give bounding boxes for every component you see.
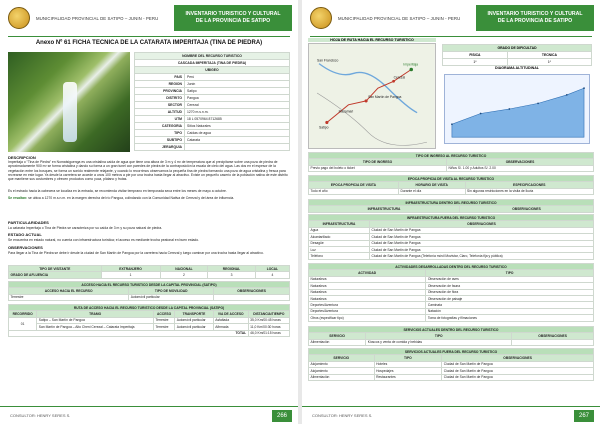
page-footer [302,406,600,424]
access-header: TIPO DE MOVILIDAD [129,288,214,294]
place-dot [392,80,395,83]
route-cell: 11,0 Km/00:30 horas [248,324,289,330]
service-header: TIPO [366,333,512,339]
waterfall-photo [8,52,130,152]
infra-outside-table [308,214,594,260]
services-outside-band: SERVICIOS ACTUALES FUERA DEL RECURSO TURISTICO [309,349,594,355]
municipality-logo [310,7,332,29]
activity-cell: Naturaleza [309,276,426,282]
schedule-header: HORARIO DE VISITA [398,182,465,188]
activity-cell: Naturaleza [309,295,426,301]
altitude-point [451,123,453,125]
left-page [0,0,298,424]
map-title: HOJA DE RUTA HACIA EL RECURSO TURISTICO [308,38,436,42]
route-header: VIA DE ACCESO [213,311,248,317]
chart-title: DIAGRAMA ALTITUDINAL [495,66,539,70]
visitor-table [8,265,290,279]
info-value: Junín [185,81,290,88]
project-title-line2: DE LA PROVINCIA DE SATIPO [497,18,573,24]
difficulty-physical: 1º [443,59,508,66]
highlight-paragraph [8,196,290,200]
info-key: JERARQUIA [135,144,185,151]
entry-type: Previo pago del boleto o ticket [309,165,447,171]
municipality-name: MUNICIPALIDAD PROVINCIAL DE SATIPO – JUNIN - PERU [36,15,159,21]
altitude-area [452,88,584,137]
info-key: CATEGORIA [135,123,185,130]
info-key: UTM [135,116,185,123]
infra-outside-band: INFRAESTRUCTURA FUERA DEL RECURSO TURISTICO [309,215,594,221]
consultant-text: CONSULTOR: HENRY SERES S. [312,413,373,418]
info-key: ALTITUD [135,109,185,116]
route-band: RUTA DE ACCESO HACIA EL RECURSO TURISTICO DESDE LA CAPITAL PROVINCIAL (SATIPO) [9,305,290,311]
grade-value: 4 [255,272,289,278]
info-key: PROVINCIA [135,88,185,95]
page-header [302,0,600,36]
info-key: REGION [135,81,185,88]
route-number: 01 [9,317,37,330]
info-row [135,81,290,88]
access-header: OBSERVACIONES [214,288,290,294]
access-cell [214,294,290,300]
info-value: Satipo [185,88,290,95]
season-header: EPOCA PROPICIA DE VISITA [309,182,399,188]
resource-name: CASCADA IMPERITAJA (TINA DE PIEDRA) [135,60,290,67]
route-header: RECORRIDO [9,311,37,317]
municipality-logo [8,7,30,29]
name-header: NOMBRE DEL RECURSO TURISTICO [135,53,290,60]
season-value: Todo el año [309,188,399,194]
info-row [135,102,290,109]
entry-type-header: TIPO DE INGRESO [309,159,447,165]
resource-info-table [134,52,290,151]
route-map [308,43,436,149]
infra-inside-obs-header: OBSERVACIONES [460,206,594,212]
info-row [135,95,290,102]
info-row [135,137,290,144]
state-title: ESTADO ACTUAL [8,232,42,237]
service-cell: Hoteles [374,361,442,367]
route-cell: Satipo – San Martín de Pangoa [37,317,154,323]
project-title [476,5,594,31]
service-cell: Alojamiento [309,368,375,374]
info-row [135,130,290,137]
route-cell: Afirmada [213,324,248,330]
difficulty-physical-header: FISICA [443,52,508,59]
service-cell: Kioscos y venta de comida y bebidas [366,339,512,345]
map-label: Imperitaja [403,62,419,67]
place-dot [325,121,328,124]
observations-title: OBSERVACIONES [8,245,43,250]
route-cell: Terrestre [154,317,175,323]
description-text: Imperitaja o "Tina de Piedra" en Nomatsiguenga es una cristalina caída de agua que tiene una altura de 3 m y 4 m² de temperatura que al precipitarse sobre una poza de piedra de aproximadamente 900 m³ se forma cristalina y dando su forma a un gran tunel con paredes de piedra de la contraposición la escala de cielo del agua. Las dos en el espesor de la vegetación entre los bosques, se forma un sonido realmente relajante, y cuando lo recorrimos observamos la pequeña tina de piedra formando una poza de agua cristalina y fresca para recrearse en este lugar. Ya desde la carretera se accede a unos 100 metros a pie por una trocha hasta llegar al atractivo. Existe un pequeño caserío de la población nativa de este distrito que mantiene sus costumbres y ofrecen productos como yuca, plátano y frutas. [8,160,288,181]
season-table [308,175,594,195]
route-header: TRAMO [37,311,154,317]
activity-cell: Naturaleza [309,283,426,289]
project-title-line2: DE LA PROVINCIA DE SATIPO [195,18,271,24]
specs-header: ESPECIFICACIONES [465,182,593,188]
grade-value: 1 [101,272,160,278]
observations-text: Para llegar a la Tina de Piedra se debe ir desde la ciudad de San Martín de Pangoa por la carretera hacia Cerezal y luego caminar por una trocha hasta llegar al atractivo. [8,251,264,255]
header-divider [8,36,290,37]
route-cell: 35,0 Km/00:45 horas [248,317,289,323]
route-total: 46,0 Km/01:15 horas [248,330,289,336]
service-cell: Alojamiento [309,361,375,367]
visitor-header: NACIONAL [160,266,208,272]
access-band: ACCESO HACIA EL RECURSO TURISTICO DESDE LA CAPITAL PROVINCIAL (SATIPO) [9,282,290,288]
infra-cell: Ciudad de San Martín de Pangoa (Telefonía móvil Movistar, Claro, Telefonía fija y pública) [369,253,593,259]
service-header: OBSERVACIONES [442,355,594,361]
place-dot [409,68,413,72]
infra-cell: Teléfono [309,253,370,259]
highlight-text: se ubica a 1270 m.s.n.m. en la margen derecha del río Pangoa, colindando con la Comunidad Nativa de Cerezal y del área de influencia. [28,196,235,200]
info-row [135,123,290,130]
info-key: DISTRITO [135,95,185,102]
infra-cell: Luz [309,246,370,252]
entry-band: TIPO DE INGRESO AL RECURSO TURISTICO [309,153,594,159]
activity-cell: Deportes/Aventura [309,308,426,314]
activity-cell: Observación de paisaje [426,295,594,301]
altitude-point [583,87,585,89]
map-label: Satipo [319,125,329,130]
activity-cell: Caminata [426,302,594,308]
service-header: OBSERVACIONES [512,333,594,339]
infra-cell: Desagüe [309,240,370,246]
info-value: Perú [185,74,290,81]
services-inside-band: SERVICIOS ACTUALES DENTRO DEL RECURSO TURISTICO [309,327,594,333]
info-value: Pangoa [185,95,290,102]
activity-cell: Observación de flora [426,289,594,295]
map-label: San Martín de Pangoa [368,94,402,99]
difficulty-technical: 1º [507,59,591,66]
map-label: San Francisco [317,58,339,63]
entry-obs-header: OBSERVACIONES [447,159,594,165]
activity-header: ACTIVIDAD [309,270,426,276]
service-cell: Ciudad de San Martín de Pangoa [442,361,594,367]
right-page [302,0,600,424]
info-value: 1270 m.s.n.m. [185,109,290,116]
route-header: TRANSPORTE [175,311,214,317]
access-cell: Automóvil particular [129,294,214,300]
service-cell: Ciudad de San Martín de Pangoa [442,368,594,374]
map-label: Cerezal [393,75,406,80]
header-divider [310,36,592,37]
season-band: EPOCA PROPICIA DE VISITA AL RECURSO TURISTICO [309,176,594,182]
entry-table [308,152,594,172]
activity-cell: Natación [426,308,594,314]
grade-label: GRADO DE AFLUENCIA [9,272,102,278]
difficulty-title: GRADO DE DIFICULTAD [443,45,592,52]
service-cell: Ciudad de San Martín de Pangoa [442,374,594,380]
infra-inside-table [308,199,594,213]
activity-cell: Toma de fotografías y filmaciones [426,315,594,321]
infra-cell: Alcantarillado [309,234,370,240]
page-footer [0,406,298,424]
infra-outside-obs-header: OBSERVACIONES [369,221,593,227]
info-value: Cerezal [185,102,290,109]
route-header: DISTANCIA/TIEMPO [248,311,289,317]
access-note: Es el estrado hacia la cabecera se localiza en la entrada, se recomienda visitar temprano en temporada seca entre los meses de mayo a octubre. [8,189,227,193]
route-total-label: TOTAL [9,330,249,336]
consultant-text: CONSULTOR: HENRY SERES S. [10,413,71,418]
service-cell: Alimentación [309,339,366,345]
info-key: TIPO [135,130,185,137]
activities-table [308,263,594,322]
access-table [8,281,290,301]
route-cell: San Martín de Pangoa – Alto Cheni Cerezal – Catarata Imperitaja [37,324,154,330]
route-cell: Terrestre [154,324,175,330]
visitor-header: REGIONAL [208,266,256,272]
activities-band: ACTIVIDADES DESARROLLADAS DENTRO DEL RECURSO TURISTICO [309,264,594,270]
service-cell: Restaurantes [374,374,442,380]
activity-cell: Naturaleza [309,289,426,295]
activity-cell: Otros (especificar tipo) [309,315,426,321]
map-label: Mazamari [338,109,354,114]
info-key: SUBTIPO [135,137,185,144]
access-cell: Terrestre [9,294,129,300]
info-value: Catarata [185,137,290,144]
route-cell: Automóvil particular [175,324,214,330]
difficulty-technical-header: TECNICA [507,52,591,59]
page-title: Anexo Nº 61 FICHA TECNICA DE LA CATARATA IMPERITAJA (TINA DE PIEDRA) [35,40,263,46]
specs-value: Sin algunas restricciones en la visita de lluvia [465,188,593,194]
highlight-label: Se resaltan: [8,196,28,200]
info-row [135,116,290,123]
visitor-header: LOCAL [255,266,289,272]
route-cell: Asfaltada [213,317,248,323]
infra-cell: Ciudad de San Martín de Pangoa [369,234,593,240]
state-text: Se encuentra en estado natural, no cuenta con infraestructura turística; el acceso es mediante trocha peatonal en buen estado. [8,238,200,242]
infra-outside-header: INFRAESTRUCTURA [309,221,370,227]
altitude-point [508,108,510,110]
info-row [135,74,290,81]
place-dot [365,99,368,102]
info-value: Sitios Naturales [185,123,290,130]
activity-cell: Observación de fauna [426,283,594,289]
altitude-chart [444,74,590,144]
visitor-header: TIPO DE VISITANTE [9,266,102,272]
infra-cell: Ciudad de San Martín de Pangoa [369,240,593,246]
altitude-point [566,94,568,96]
project-title-line1: INVENTARIO TURISTICO Y CULTURAL [487,11,583,18]
altitude-chart-svg [445,75,589,143]
activity-cell: Deportes/Aventura [309,302,426,308]
route-header: ACCESO [154,311,175,317]
route-cell: Automóvil particular [175,317,214,323]
project-title-line1: INVENTARIO TURISTICO Y CULTURAL [185,11,281,18]
info-key: PAIS [135,74,185,81]
description-title: DESCRIPCION [8,155,36,160]
route-table [8,304,290,337]
page-header [0,0,298,36]
service-header: TIPO [374,355,442,361]
services-outside-table [308,348,594,381]
project-title [174,5,292,31]
info-value: 18 L 0570964 8712685 [185,116,290,123]
service-header: SERVICIO [309,355,375,361]
service-cell: Hospedajes [374,368,442,374]
service-cell: Alimentación [309,374,375,380]
infra-cell: Ciudad de San Martín de Pangoa [369,227,593,233]
ubigeo-header: UBIGEO [135,67,290,74]
infra-inside-band: INFRAESTRUCTURA DENTRO DEL RECURSO TURISTICO [309,200,594,206]
access-header: ACCESO HACIA EL RECURSO [9,288,129,294]
schedule-value: Durante el día [398,188,465,194]
infra-inside-header: INFRAESTRUCTURA [309,206,460,212]
particularities-title: PARTICULARIDADES [8,220,49,225]
entry-obs: Niños S/. 1.00 y Adultos S/. 2.00 [447,165,594,171]
route-map-svg [309,44,435,148]
info-key: SECTOR [135,102,185,109]
info-row [135,88,290,95]
info-value [185,144,290,151]
altitude-point [537,102,539,104]
grade-value: 3 [208,272,256,278]
municipality-name: MUNICIPALIDAD PROVINCIAL DE SATIPO – JUNIN - PERU [338,15,461,21]
particularities-text: La catarata Imperitaja o Tina de Piedra se caracteriza por su caída de 3 m y su poza natural de piedra. [8,226,163,230]
difficulty-table [442,44,592,66]
activity-type-header: TIPO [426,270,594,276]
service-cell [512,339,594,345]
infra-cell: Ciudad de San Martín de Pangoa [369,246,593,252]
services-inside-table [308,326,594,346]
page-number: 266 [272,410,292,422]
info-value: Caídas de agua [185,130,290,137]
grade-value: 2 [160,272,208,278]
infra-cell: Agua [309,227,370,233]
activity-cell: Observación de aves [426,276,594,282]
info-row [135,144,290,151]
altitude-point [480,113,482,115]
page-number: 267 [574,410,594,422]
info-row [135,109,290,116]
visitor-header: EXTRANJERO [101,266,160,272]
service-header: SERVICIO [309,333,366,339]
